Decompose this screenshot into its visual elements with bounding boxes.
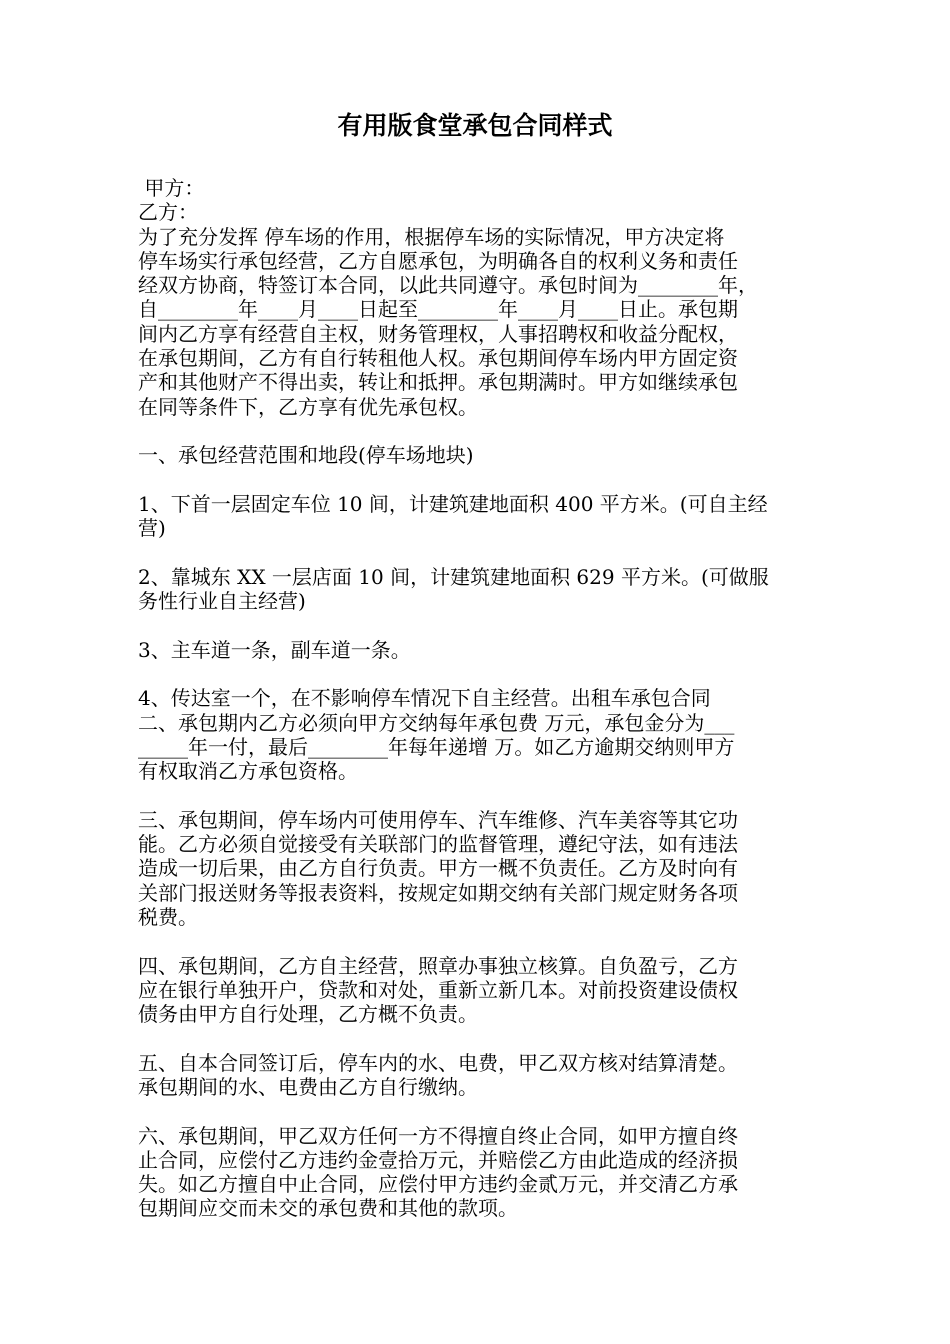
body-line: 失。如乙方擅自中止合同，应偿付甲方违约金贰万元，并交清乙方承 (138, 1172, 738, 1197)
blank-line (138, 662, 828, 686)
blank-line (138, 419, 828, 443)
body-line: 甲方： (138, 176, 205, 200)
document-body (138, 176, 828, 1221)
body-line: 务性行业自主经营) (138, 589, 306, 614)
body-line: 在承包期间，乙方有自行转租他人权。承包期间停车场内甲方固定资 (138, 346, 738, 371)
body-line: 3、主车道一条，副车道一条。 (138, 637, 411, 662)
body-line: 经双方协商，特签订本合同，以此共同遵守。承包时间为________年， (138, 273, 758, 298)
body-line: 一、承包经营范围和地段(停车场地块) (138, 443, 474, 468)
blank-line (138, 540, 828, 564)
body-line: 应在银行单独开户，贷款和对处，重新立新几本。对前投资建设债权 (138, 977, 738, 1002)
body-line: 四、承包期间，乙方自主经营，照章办事独立核算。自负盈亏，乙方 (138, 953, 738, 978)
body-line: 1、下首一层固定车位 10 间，计建筑建地面积 400 平方米。(可自主经 (138, 491, 768, 516)
blank-line (138, 1026, 828, 1050)
body-line: _____年一付，最后________年每年递增 万。如乙方逾期交纳则甲方 (138, 734, 735, 759)
body-line: 关部门报送财务等报表资料，按规定如期交纳有关部门规定财务各项 (138, 880, 738, 905)
body-line: 间内乙方享有经营自主权，财务管理权，人事招聘权和收益分配权， (138, 321, 738, 346)
body-line: 承包期间的水、电费由乙方自行缴纳。 (138, 1074, 478, 1099)
body-line: 五、自本合同签订后，停车内的水、电费，甲乙双方核对结算清楚。 (138, 1050, 738, 1075)
body-line: 产和其他财产不得出卖，转让和抵押。承包期满时。甲方如继续承包 (138, 370, 738, 395)
body-line: 六、承包期间，甲乙双方任何一方不得擅自终止合同，如甲方擅自终 (138, 1123, 738, 1148)
body-line: 三、承包期间，停车场内可使用停车、汽车维修、汽车美容等其它功 (138, 807, 738, 832)
blank-line (138, 1099, 828, 1123)
blank-line (138, 468, 828, 492)
body-line: 税费。 (138, 904, 198, 929)
body-line: 自________年____月____日起至________年____月____日止。承包期 (138, 297, 738, 322)
body-line: 有权取消乙方承包资格。 (138, 759, 358, 784)
body-line: 债务由甲方自行处理，乙方概不负责。 (138, 1002, 478, 1027)
blank-line (138, 929, 828, 953)
body-line: 造成一切后果，由乙方自行负责。甲方一概不负责任。乙方及时向有 (138, 856, 738, 881)
body-line: 能。乙方必须自觉接受有关联部门的监督管理，遵纪守法，如有违法 (138, 832, 738, 857)
body-line: 二、承包期内乙方必须向甲方交纳每年承包费 万元，承包金分为___ (138, 710, 735, 735)
body-line: 2、靠城东 XX 一层店面 10 间，计建筑建地面积 629 平方米。(可做服 (138, 564, 769, 589)
blank-line (138, 783, 828, 807)
body-line: 包期间应交而未交的承包费和其他的款项。 (138, 1196, 518, 1221)
blank-line (138, 613, 828, 637)
body-line: 为了充分发挥 停车场的作用，根据停车场的实际情况，甲方决定将 (138, 224, 725, 249)
document-title: 有用版食堂承包合同样式 (337, 111, 613, 140)
body-line: 停车场实行承包经营，乙方自愿承包，为明确各自的权利义务和责任 (138, 248, 738, 273)
body-line: 在同等条件下，乙方享有优先承包权。 (138, 394, 478, 419)
body-line: 乙方： (138, 200, 198, 225)
body-line: 止合同，应偿付乙方违约金壹拾万元，并赔偿乙方由此造成的经济损 (138, 1147, 738, 1172)
body-line: 营) (138, 516, 166, 541)
body-line: 4、传达室一个，在不影响停车情况下自主经营。出租车承包合同 (138, 686, 711, 711)
